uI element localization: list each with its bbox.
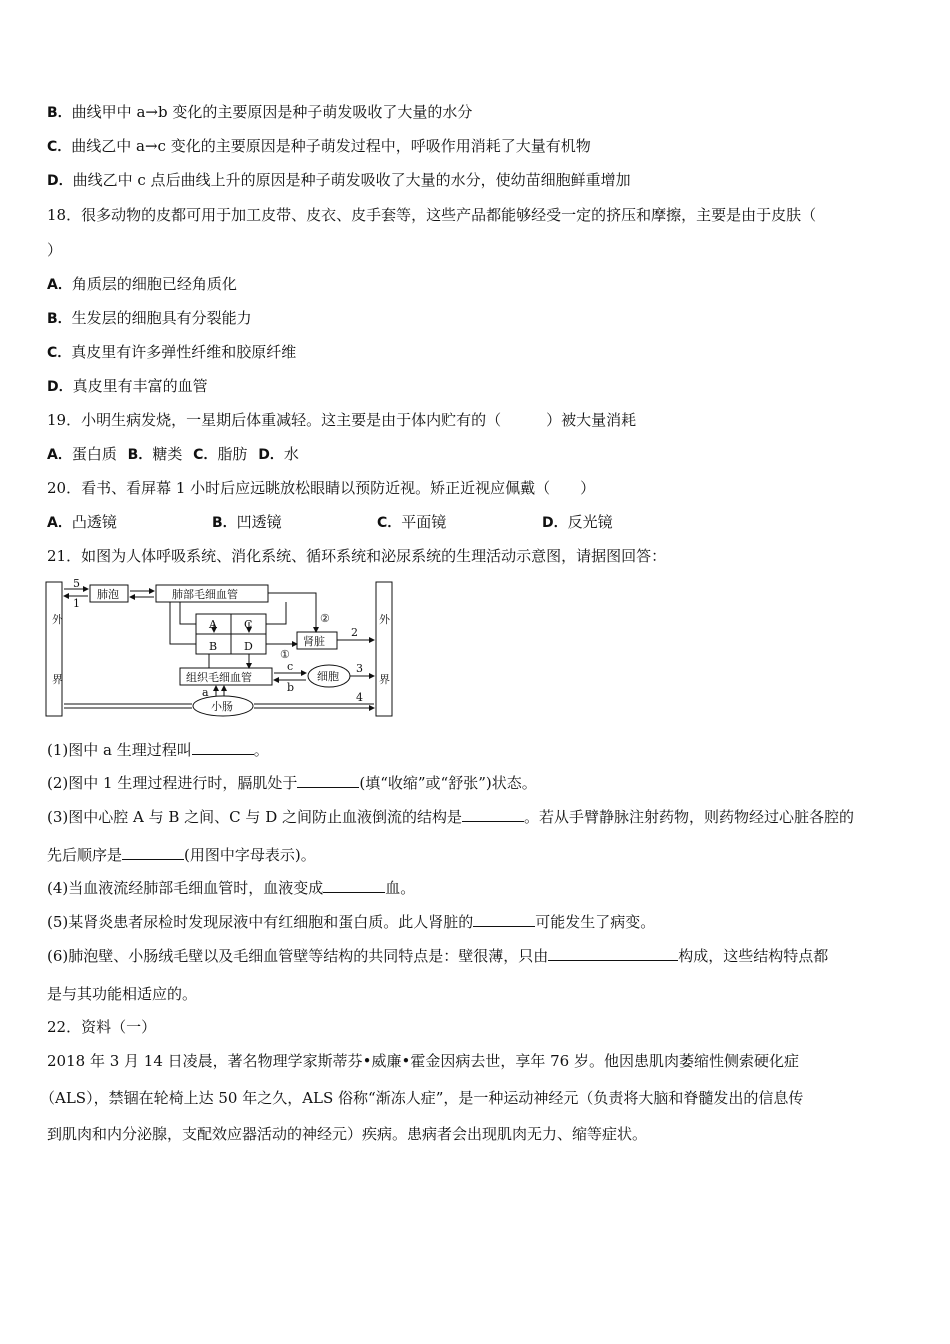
sub5-text-before: (5)某肾炎患者尿检时发现尿液中有红细胞和蛋白质。此人肾脏的 [47, 913, 474, 931]
option-text: 蛋白质 [71, 445, 117, 463]
circle-1-label: ① [280, 648, 290, 661]
q22-paragraph-line1: 2018 年 3 月 14 日凌晨，著名物理学家斯蒂芬•威廉•霍金因病去世，享年 76 岁。他因患肌肉萎缩性侧索硬化症 [47, 1052, 799, 1070]
letter-c-label: c [287, 660, 294, 673]
option-letter: D． [258, 447, 284, 463]
sub1-text-before: (1)图中 a 生理过程叫 [47, 741, 192, 759]
outside-left-label-2: 界 [52, 673, 63, 686]
option-letter: A． [47, 277, 72, 293]
chamber-c-label: C [244, 618, 253, 631]
option-text: 曲线乙中 a→c 变化的主要原因是种子萌发过程中，呼吸作用消耗了大量有机物 [71, 137, 591, 155]
option-text: 生发层的细胞具有分裂能力 [71, 309, 252, 327]
q17-option-d [47, 170, 631, 191]
sub3-text-after: 。若从手臂静脉注射药物，则药物经过心脏各腔的 [524, 808, 855, 826]
q20-option-d [542, 512, 613, 533]
option-text: 脂肪 [217, 445, 248, 463]
q19-option-d [258, 444, 299, 465]
sub3-text-before: (3)图中心腔 A 与 B 之间、C 与 D 之间防止血液倒流的结构是 [47, 808, 462, 826]
q18-stem-cont: ） [47, 241, 63, 259]
q21-stem: 21．如图为人体呼吸系统、消化系统、循环系统和泌尿系统的生理活动示意图，请据图回答： [47, 547, 667, 565]
sub2-text-before: (2)图中 1 生理过程进行时，膈肌处于 [47, 774, 298, 792]
q18-option-b [47, 308, 252, 329]
q18-option-d [47, 376, 208, 397]
outside-left-box [46, 582, 62, 716]
sub2-text-after: (填“收缩”或“舒张”)状态。 [359, 774, 537, 792]
sub4-answer-blank[interactable] [323, 878, 385, 893]
option-text: 角质层的细胞已经角质化 [71, 275, 237, 293]
outside-left-label-1: 外 [52, 613, 63, 626]
letter-a-label: a [202, 686, 209, 699]
q21-sub5 [47, 912, 655, 932]
q20-option-a [47, 512, 212, 533]
num-4-label: 4 [356, 691, 363, 704]
q18-option-a [47, 274, 237, 295]
q19-options [47, 444, 299, 465]
sub2-answer-blank[interactable] [297, 773, 359, 788]
sub3b-text-before: 先后顺序是 [47, 846, 123, 864]
sub1-text-after: 。 [253, 741, 269, 759]
option-text: 凹透镜 [236, 513, 282, 531]
option-text: 曲线甲中 a→b 变化的主要原因是种子萌发吸收了大量的水分 [71, 103, 473, 121]
q19-option-c [193, 444, 247, 465]
circle-2-label: ② [320, 612, 330, 625]
sub1-answer-blank[interactable] [192, 740, 254, 755]
option-letter: B． [47, 311, 72, 327]
option-letter: D． [542, 515, 568, 531]
option-text: 凸透镜 [71, 513, 117, 531]
option-text: 真皮里有许多弹性纤维和胶原纤维 [71, 343, 297, 361]
sub3b-text-after: (用图中字母表示)。 [184, 846, 316, 864]
option-text: 平面镜 [401, 513, 447, 531]
option-letter: A． [47, 447, 72, 463]
letter-b-label: b [287, 681, 295, 694]
outside-right-label-2: 界 [379, 673, 390, 686]
option-letter: C． [377, 515, 402, 531]
option-text: 糖类 [152, 445, 183, 463]
q22-title: 22．资料（一） [47, 1018, 157, 1036]
q21-sub4 [47, 878, 415, 898]
sub3-answer-blank[interactable] [462, 807, 524, 822]
option-text: 反光镜 [567, 513, 613, 531]
tissue-capillary-label: 组织毛细血管 [186, 671, 252, 684]
option-letter: C． [193, 447, 218, 463]
chamber-a-label: A [209, 618, 217, 631]
sub4-text-after: 血。 [385, 879, 416, 897]
num-2-label: 2 [351, 626, 358, 639]
option-text: 曲线乙中 c 点后曲线上升的原因是种子萌发吸收了大量的水分，使幼苗细胞鲜重增加 [72, 171, 631, 189]
q21-sub1 [47, 740, 269, 760]
q19-option-b [128, 444, 183, 465]
sub6-answer-blank[interactable] [548, 946, 678, 961]
q22-paragraph-line2: （ALS），禁锢在轮椅上达 50 年之久，ALS 俗称“渐冻人症”，是一种运动神经元（负责将大脑和脊髓发出的信息传 [40, 1089, 804, 1107]
lung-capillary-label: 肺部毛细血管 [172, 588, 238, 601]
option-text: 水 [283, 445, 299, 463]
q19-stem: 19．小明生病发烧，一星期后体重减轻。这主要是由于体内贮有的（ ）被大量消耗 [47, 411, 637, 429]
q21-sub6 [47, 946, 828, 966]
physiology-diagram [44, 578, 396, 720]
option-letter: C． [47, 139, 72, 155]
q17-option-b [47, 102, 472, 123]
outside-right-box [376, 582, 392, 716]
option-letter: B． [212, 515, 237, 531]
option-text: 真皮里有丰富的血管 [72, 377, 208, 395]
q22-paragraph-line3: 到肌肉和内分泌腺，支配效应器活动的神经元）疾病。患病者会出现肌肉无力、缩等症状。 [47, 1125, 648, 1143]
num-1-label: 1 [73, 597, 80, 610]
chamber-d-label: D [244, 640, 253, 653]
q18-stem: 18．很多动物的皮都可用于加工皮带、皮衣、皮手套等，这些产品都能够经受一定的挤压和摩擦，主要是由于皮肤（ [47, 206, 817, 224]
option-letter: C． [47, 345, 72, 361]
small-intestine-label: 小肠 [211, 700, 233, 713]
sub5-text-after: 可能发生了病变。 [535, 913, 656, 931]
q20-option-c [377, 512, 542, 533]
alveoli-label: 肺泡 [97, 588, 119, 601]
option-letter: D． [47, 379, 73, 395]
sub4-text-before: (4)当血液流经肺部毛细血管时，血液变成 [47, 879, 324, 897]
q18-option-c [47, 342, 296, 363]
q19-option-a [47, 444, 117, 465]
q17-option-c [47, 136, 591, 157]
q21-sub3 [47, 807, 854, 827]
q21-sub6-cont: 是与其功能相适应的。 [47, 985, 198, 1003]
option-letter: A． [47, 515, 72, 531]
q21-sub3-cont [47, 845, 316, 865]
outside-right-label-1: 外 [379, 613, 390, 626]
cell-label: 细胞 [317, 670, 339, 683]
sub6-text-after: 构成，这些结构特点都 [678, 947, 829, 965]
q20-stem: 20．看书、看屏幕 1 小时后应远眺放松眼睛以预防近视。矫正近视应佩戴（ ） [47, 479, 596, 497]
num-3-label: 3 [356, 662, 363, 675]
q20-options [47, 512, 613, 533]
sub3b-answer-blank[interactable] [122, 845, 184, 860]
sub6-text-before: (6)肺泡壁、小肠绒毛壁以及毛细血管壁等结构的共同特点是：壁很薄，只由 [47, 947, 549, 965]
chamber-b-label: B [209, 640, 218, 653]
q21-sub2 [47, 773, 537, 793]
option-letter: D． [47, 173, 73, 189]
q20-option-b [212, 512, 377, 533]
option-letter: B． [47, 105, 72, 121]
num-5-label: 5 [73, 578, 80, 590]
option-letter: B． [127, 447, 153, 463]
kidney-label: 肾脏 [303, 635, 325, 648]
sub5-answer-blank[interactable] [473, 912, 535, 927]
